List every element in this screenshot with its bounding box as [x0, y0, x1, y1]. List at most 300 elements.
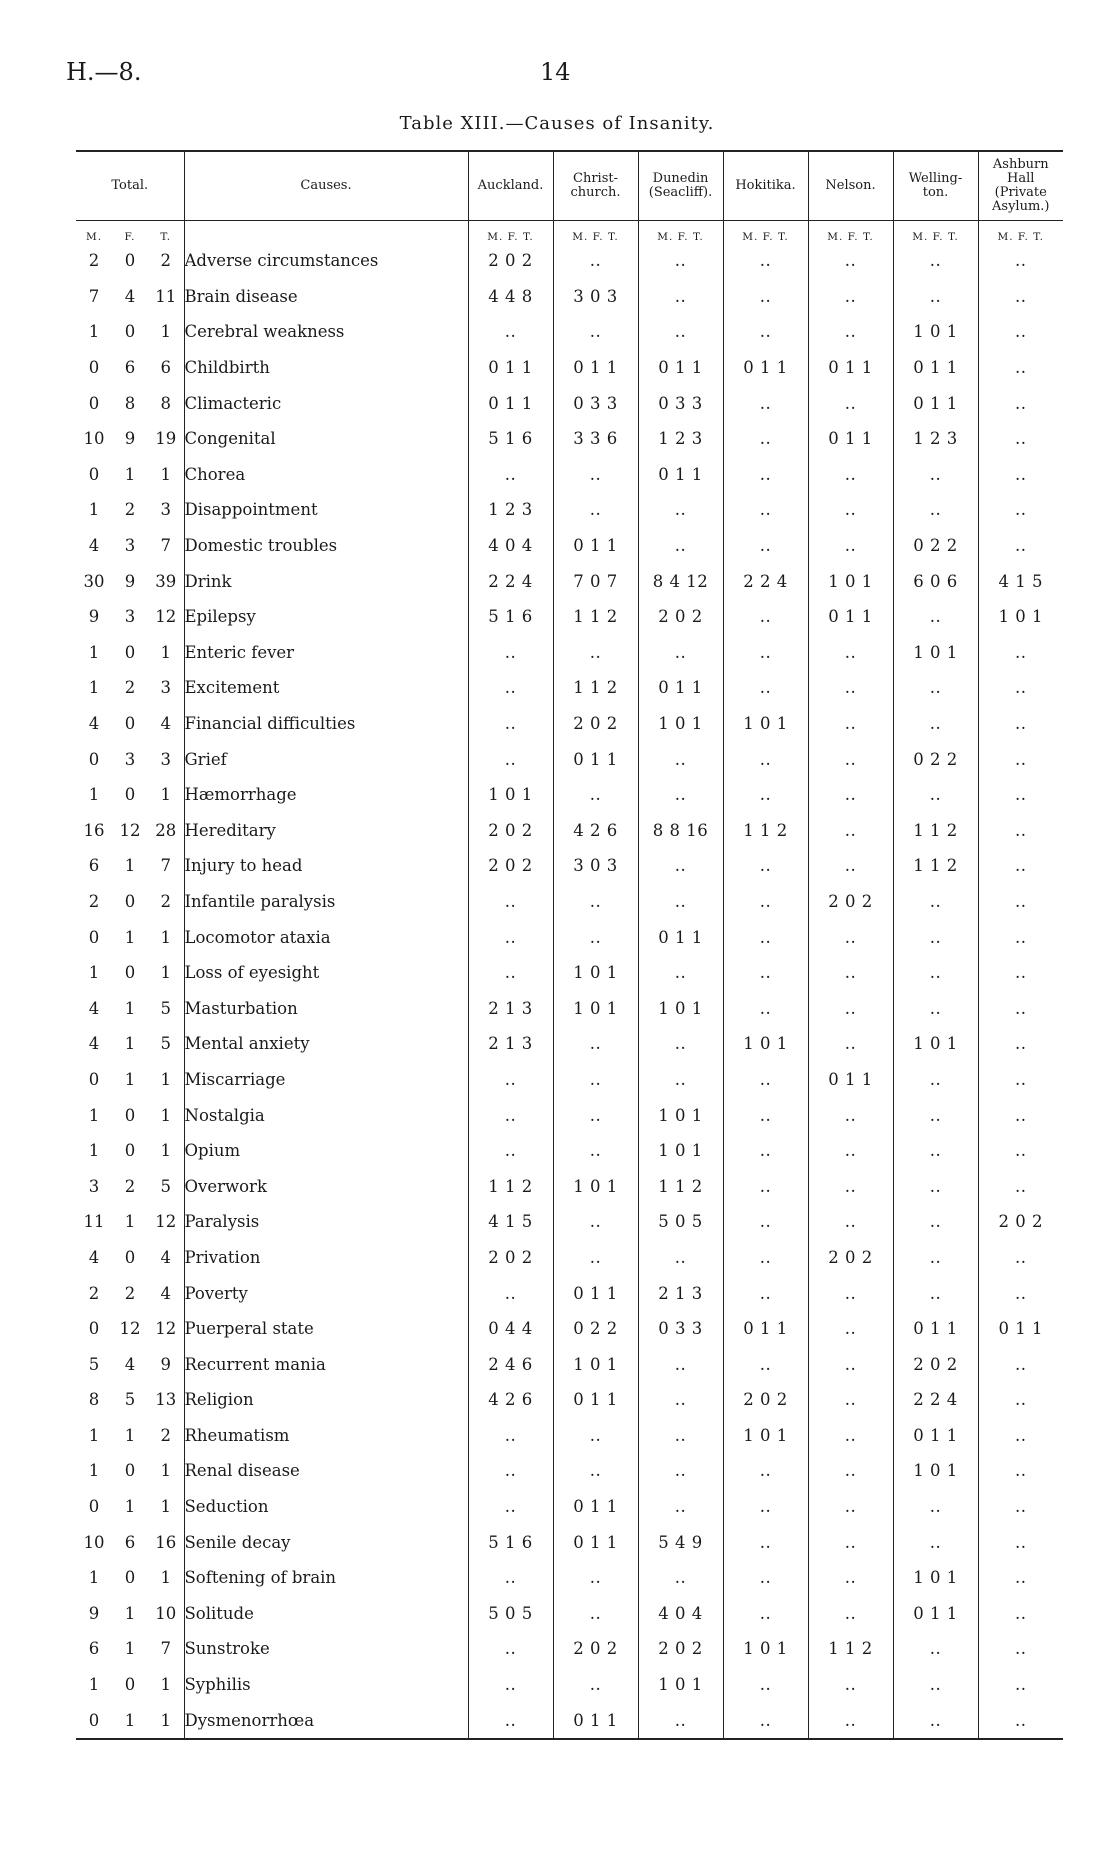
- cell-wellington: ..: [893, 777, 978, 813]
- header-nelson: Nelson.: [808, 151, 893, 221]
- cell-auckland: 2 1 3: [468, 1026, 553, 1062]
- total-f: 0: [124, 1461, 136, 1481]
- cell-dunedin: ..: [638, 1418, 723, 1454]
- cell-dunedin: 1 0 1: [638, 1097, 723, 1133]
- cause-label: Dysmenorrhœa: [184, 1702, 468, 1739]
- table-title: Table XIII.—Causes of Insanity.: [399, 113, 715, 134]
- cell-nelson: ..: [808, 635, 893, 671]
- cell-nelson: 0 1 1: [808, 599, 893, 635]
- cell-nelson: 0 1 1: [808, 421, 893, 457]
- cell-christchurch: ..: [553, 1026, 638, 1062]
- cell-ashburn-hall: ..: [978, 1667, 1063, 1703]
- table-row: [76, 848, 1063, 884]
- cell-auckland: 5 1 6: [468, 1524, 553, 1560]
- table-row: [76, 1667, 1063, 1703]
- cell-christchurch: 3 0 3: [553, 848, 638, 884]
- total-t: 5: [160, 1176, 171, 1196]
- cell-hokitika: ..: [723, 990, 808, 1026]
- cell-dunedin: 0 1 1: [638, 457, 723, 493]
- total-f: 2: [124, 500, 136, 520]
- cell-ashburn-hall: ..: [978, 1240, 1063, 1276]
- cell-christchurch: 3 0 3: [553, 279, 638, 315]
- cell-hokitika: 0 1 1: [723, 350, 808, 386]
- header-christchurch: Christ- church.: [553, 151, 638, 221]
- table-row: [76, 1702, 1063, 1739]
- cell-wellington: 1 2 3: [893, 421, 978, 457]
- total-t: 8: [160, 393, 171, 413]
- cause-label: Brain disease: [184, 279, 468, 315]
- cause-label: Adverse circumstances: [184, 243, 468, 279]
- cell-auckland: ..: [468, 919, 553, 955]
- total-m: 3: [88, 1176, 100, 1196]
- total-m: 1: [88, 785, 100, 805]
- total-f: 6: [124, 1532, 136, 1552]
- table-row: [76, 1026, 1063, 1062]
- cell-christchurch: 0 1 1: [553, 741, 638, 777]
- cell-wellington: 0 1 1: [893, 1311, 978, 1347]
- cell-hokitika: ..: [723, 1702, 808, 1739]
- cell-dunedin: 1 0 1: [638, 1667, 723, 1703]
- units-row: [76, 221, 1063, 244]
- cell-nelson: ..: [808, 279, 893, 315]
- table-row: [76, 1524, 1063, 1560]
- total-t: 1: [160, 1497, 171, 1517]
- total-f: 2: [124, 678, 136, 698]
- cell-ashburn-hall: ..: [978, 635, 1063, 671]
- cell-hokitika: ..: [723, 492, 808, 528]
- cell-wellington: 1 0 1: [893, 1453, 978, 1489]
- cell-ashburn-hall: ..: [978, 706, 1063, 742]
- table-row: [76, 1204, 1063, 1240]
- total-f: 4: [124, 1354, 136, 1374]
- cell-ashburn-hall: ..: [978, 350, 1063, 386]
- cell-hokitika: ..: [723, 279, 808, 315]
- cell-ashburn-hall: ..: [978, 1631, 1063, 1667]
- table-row: [76, 1453, 1063, 1489]
- total-m: 1: [88, 1105, 100, 1125]
- cell-hokitika: ..: [723, 1240, 808, 1276]
- cause-label: Paralysis: [184, 1204, 468, 1240]
- total-t: 12: [155, 1319, 177, 1339]
- cell-hokitika: 2 0 2: [723, 1382, 808, 1418]
- cell-dunedin: ..: [638, 884, 723, 920]
- total-m: 0: [88, 464, 100, 484]
- cell-ashburn-hall: ..: [978, 1596, 1063, 1632]
- cell-nelson: 0 1 1: [808, 1062, 893, 1098]
- cell-dunedin: ..: [638, 528, 723, 564]
- cell-dunedin: 1 1 2: [638, 1168, 723, 1204]
- cell-nelson: ..: [808, 1346, 893, 1382]
- total-t: 1: [160, 322, 171, 342]
- total-t: 1: [160, 963, 171, 983]
- total-f: 3: [124, 749, 136, 769]
- total-m: 4: [88, 998, 100, 1018]
- cell-christchurch: 0 1 1: [553, 1702, 638, 1739]
- table-row: [76, 492, 1063, 528]
- cell-hokitika: ..: [723, 670, 808, 706]
- table-row: [76, 1133, 1063, 1169]
- cell-nelson: ..: [808, 1382, 893, 1418]
- cell-hokitika: ..: [723, 1453, 808, 1489]
- cell-auckland: ..: [468, 670, 553, 706]
- cell-wellington: ..: [893, 670, 978, 706]
- total-m: 1: [88, 500, 100, 520]
- units-auckland: M. F. T.: [468, 221, 553, 244]
- cell-auckland: ..: [468, 955, 553, 991]
- cell-ashburn-hall: 1 0 1: [978, 599, 1063, 635]
- header-ashburn-hall: Ashburn Hall (Private Asylum.): [978, 151, 1063, 221]
- total-m: 4: [88, 1247, 100, 1267]
- header-total: Total.: [76, 151, 184, 221]
- cause-label: Drink: [184, 563, 468, 599]
- total-f: 0: [124, 251, 136, 271]
- cause-label: Hereditary: [184, 813, 468, 849]
- cell-nelson: ..: [808, 314, 893, 350]
- cell-nelson: ..: [808, 813, 893, 849]
- cell-wellington: 1 0 1: [893, 314, 978, 350]
- total-m: 7: [88, 286, 100, 306]
- cell-dunedin: 2 1 3: [638, 1275, 723, 1311]
- table-row: [76, 670, 1063, 706]
- cell-christchurch: 1 0 1: [553, 955, 638, 991]
- cell-wellington: ..: [893, 1631, 978, 1667]
- table-row: [76, 350, 1063, 386]
- total-m: 6: [88, 1639, 100, 1659]
- cell-wellington: 6 0 6: [893, 563, 978, 599]
- cell-auckland: ..: [468, 635, 553, 671]
- total-f: 0: [124, 1105, 136, 1125]
- cell-dunedin: 8 8 16: [638, 813, 723, 849]
- cell-ashburn-hall: ..: [978, 1453, 1063, 1489]
- total-m: 0: [88, 1497, 100, 1517]
- cell-nelson: ..: [808, 741, 893, 777]
- total-m: 6: [88, 856, 100, 876]
- header-auckland: Auckland.: [468, 151, 553, 221]
- total-t: 16: [155, 1532, 177, 1552]
- total-m: 9: [88, 607, 100, 627]
- cell-christchurch: ..: [553, 243, 638, 279]
- total-m: 10: [83, 1532, 105, 1552]
- cell-auckland: ..: [468, 1453, 553, 1489]
- total-m: 0: [88, 1319, 100, 1339]
- cell-ashburn-hall: ..: [978, 243, 1063, 279]
- units-wellington: M. F. T.: [893, 221, 978, 244]
- cell-wellington: 1 0 1: [893, 1560, 978, 1596]
- cell-ashburn-hall: ..: [978, 1382, 1063, 1418]
- total-f: 3: [124, 607, 136, 627]
- total-t: 1: [160, 1675, 171, 1695]
- cause-label: Nostalgia: [184, 1097, 468, 1133]
- cell-christchurch: 2 0 2: [553, 1631, 638, 1667]
- table-row: [76, 243, 1063, 279]
- total-m: 1: [88, 1568, 100, 1588]
- total-m: 2: [88, 1283, 100, 1303]
- cell-auckland: 1 1 2: [468, 1168, 553, 1204]
- cell-ashburn-hall: ..: [978, 670, 1063, 706]
- cell-wellington: ..: [893, 1062, 978, 1098]
- cell-wellington: ..: [893, 919, 978, 955]
- units-nelson: M. F. T.: [808, 221, 893, 244]
- total-t: 4: [160, 1247, 171, 1267]
- cause-label: Financial difficulties: [184, 706, 468, 742]
- cell-dunedin: ..: [638, 243, 723, 279]
- total-t: 1: [160, 642, 171, 662]
- units-hokitika: M. F. T.: [723, 221, 808, 244]
- cell-nelson: ..: [808, 955, 893, 991]
- cause-label: Locomotor ataxia: [184, 919, 468, 955]
- cell-dunedin: 4 0 4: [638, 1596, 723, 1632]
- cell-nelson: ..: [808, 706, 893, 742]
- total-f: 0: [124, 891, 136, 911]
- cell-nelson: 0 1 1: [808, 350, 893, 386]
- cause-label: Opium: [184, 1133, 468, 1169]
- total-m: 9: [88, 1603, 100, 1623]
- cause-label: Infantile paralysis: [184, 884, 468, 920]
- cell-christchurch: ..: [553, 777, 638, 813]
- total-f: 1: [124, 464, 136, 484]
- total-t: 11: [155, 286, 177, 306]
- total-m: 0: [88, 393, 100, 413]
- cell-ashburn-hall: ..: [978, 990, 1063, 1026]
- cell-ashburn-hall: ..: [978, 1524, 1063, 1560]
- cell-dunedin: ..: [638, 1382, 723, 1418]
- cell-auckland: 2 0 2: [468, 813, 553, 849]
- table-row: [76, 1418, 1063, 1454]
- table-row: [76, 1275, 1063, 1311]
- cell-ashburn-hall: 4 1 5: [978, 563, 1063, 599]
- table-row: [76, 1596, 1063, 1632]
- cell-ashburn-hall: ..: [978, 1275, 1063, 1311]
- cell-nelson: ..: [808, 1596, 893, 1632]
- total-f: 0: [124, 1247, 136, 1267]
- cell-wellington: ..: [893, 1667, 978, 1703]
- cell-christchurch: 2 0 2: [553, 706, 638, 742]
- cell-auckland: 2 4 6: [468, 1346, 553, 1382]
- cell-hokitika: ..: [723, 421, 808, 457]
- total-t: 9: [160, 1354, 171, 1374]
- cause-label: Injury to head: [184, 848, 468, 884]
- cause-label: Hæmorrhage: [184, 777, 468, 813]
- cell-hokitika: ..: [723, 1489, 808, 1525]
- cause-label: Puerperal state: [184, 1311, 468, 1347]
- table-row: [76, 421, 1063, 457]
- total-t: 3: [160, 500, 171, 520]
- total-t: 12: [155, 1212, 177, 1232]
- total-t: 6: [160, 358, 171, 378]
- total-m: 4: [88, 714, 100, 734]
- total-t: 2: [160, 1425, 171, 1445]
- cell-hokitika: ..: [723, 243, 808, 279]
- cause-label: Poverty: [184, 1275, 468, 1311]
- cell-wellington: 2 0 2: [893, 1346, 978, 1382]
- total-t: 4: [160, 1283, 171, 1303]
- cell-nelson: 1 0 1: [808, 563, 893, 599]
- total-t: 1: [160, 785, 171, 805]
- cell-hokitika: ..: [723, 848, 808, 884]
- cell-hokitika: 1 0 1: [723, 706, 808, 742]
- table-row: [76, 1631, 1063, 1667]
- total-f: 0: [124, 1141, 136, 1161]
- total-f: 1: [124, 1069, 136, 1089]
- cell-wellington: ..: [893, 1275, 978, 1311]
- cell-christchurch: ..: [553, 1560, 638, 1596]
- unit-f: F.: [124, 231, 136, 243]
- cell-auckland: 2 0 2: [468, 1240, 553, 1276]
- total-f: 1: [124, 927, 136, 947]
- cause-label: Enteric fever: [184, 635, 468, 671]
- cause-label: Domestic troubles: [184, 528, 468, 564]
- cell-christchurch: 0 1 1: [553, 1524, 638, 1560]
- header-causes: Causes.: [184, 151, 468, 221]
- cell-hokitika: ..: [723, 385, 808, 421]
- cell-nelson: ..: [808, 1026, 893, 1062]
- table-row: [76, 314, 1063, 350]
- table-row: [76, 457, 1063, 493]
- cell-dunedin: ..: [638, 955, 723, 991]
- cell-nelson: ..: [808, 1489, 893, 1525]
- cell-hokitika: ..: [723, 314, 808, 350]
- cell-auckland: ..: [468, 1702, 553, 1739]
- total-m: 2: [88, 251, 100, 271]
- cause-label: Excitement: [184, 670, 468, 706]
- cell-ashburn-hall: ..: [978, 492, 1063, 528]
- cell-nelson: ..: [808, 528, 893, 564]
- cell-hokitika: ..: [723, 457, 808, 493]
- cell-ashburn-hall: ..: [978, 1168, 1063, 1204]
- cell-auckland: 1 0 1: [468, 777, 553, 813]
- cell-hokitika: 1 0 1: [723, 1631, 808, 1667]
- table-row: [76, 813, 1063, 849]
- cell-nelson: ..: [808, 1560, 893, 1596]
- cell-hokitika: ..: [723, 1524, 808, 1560]
- cell-auckland: 5 1 6: [468, 421, 553, 457]
- cell-auckland: 2 0 2: [468, 848, 553, 884]
- total-m: 2: [88, 891, 100, 911]
- total-t: 13: [155, 1390, 177, 1410]
- cause-label: Recurrent mania: [184, 1346, 468, 1382]
- cell-auckland: ..: [468, 1097, 553, 1133]
- cell-ashburn-hall: ..: [978, 1489, 1063, 1525]
- total-f: 5: [124, 1390, 136, 1410]
- total-f: 1: [124, 856, 136, 876]
- cell-hokitika: ..: [723, 1133, 808, 1169]
- cell-wellington: ..: [893, 599, 978, 635]
- total-f: 1: [124, 998, 136, 1018]
- cell-nelson: ..: [808, 1275, 893, 1311]
- cell-nelson: ..: [808, 670, 893, 706]
- total-f: 0: [124, 1675, 136, 1695]
- cell-auckland: ..: [468, 1560, 553, 1596]
- cell-nelson: 1 1 2: [808, 1631, 893, 1667]
- total-f: 1: [124, 1639, 136, 1659]
- cell-dunedin: 5 0 5: [638, 1204, 723, 1240]
- total-t: 12: [155, 607, 177, 627]
- cell-christchurch: 3 3 6: [553, 421, 638, 457]
- cell-hokitika: 1 1 2: [723, 813, 808, 849]
- cell-ashburn-hall: ..: [978, 848, 1063, 884]
- cell-ashburn-hall: ..: [978, 741, 1063, 777]
- cell-ashburn-hall: ..: [978, 955, 1063, 991]
- cell-hokitika: ..: [723, 1560, 808, 1596]
- cell-nelson: ..: [808, 1168, 893, 1204]
- total-t: 1: [160, 1568, 171, 1588]
- cell-ashburn-hall: ..: [978, 1133, 1063, 1169]
- cell-wellington: 0 1 1: [893, 1418, 978, 1454]
- cell-wellington: ..: [893, 706, 978, 742]
- cause-label: Rheumatism: [184, 1418, 468, 1454]
- cell-ashburn-hall: ..: [978, 1702, 1063, 1739]
- cell-hokitika: 2 2 4: [723, 563, 808, 599]
- table-row: [76, 1346, 1063, 1382]
- cause-label: Seduction: [184, 1489, 468, 1525]
- total-m: 1: [88, 1141, 100, 1161]
- cell-dunedin: ..: [638, 492, 723, 528]
- total-t: 1: [160, 1141, 171, 1161]
- cell-dunedin: ..: [638, 1702, 723, 1739]
- cell-nelson: 2 0 2: [808, 1240, 893, 1276]
- cell-christchurch: 7 0 7: [553, 563, 638, 599]
- causes-of-insanity-table: [76, 150, 1063, 1740]
- total-f: 0: [124, 963, 136, 983]
- table-row: [76, 1168, 1063, 1204]
- cell-hokitika: ..: [723, 599, 808, 635]
- cause-label: Senile decay: [184, 1524, 468, 1560]
- cause-label: Miscarriage: [184, 1062, 468, 1098]
- cell-dunedin: 0 3 3: [638, 385, 723, 421]
- cell-nelson: ..: [808, 1702, 893, 1739]
- table-row: [76, 1560, 1063, 1596]
- cell-auckland: 4 1 5: [468, 1204, 553, 1240]
- cell-hokitika: ..: [723, 635, 808, 671]
- table-row: [76, 1097, 1063, 1133]
- total-f: 3: [124, 536, 136, 556]
- cell-dunedin: 5 4 9: [638, 1524, 723, 1560]
- cell-dunedin: ..: [638, 1346, 723, 1382]
- cell-ashburn-hall: 2 0 2: [978, 1204, 1063, 1240]
- table-row: [76, 919, 1063, 955]
- total-f: 4: [124, 286, 136, 306]
- cell-auckland: 2 0 2: [468, 243, 553, 279]
- total-t: 10: [155, 1603, 177, 1623]
- total-t: 39: [155, 571, 177, 591]
- total-m: 11: [83, 1212, 105, 1232]
- total-m: 5: [88, 1354, 100, 1374]
- cell-christchurch: 4 2 6: [553, 813, 638, 849]
- cell-hokitika: ..: [723, 741, 808, 777]
- total-f: 0: [124, 1568, 136, 1588]
- cell-christchurch: ..: [553, 1453, 638, 1489]
- page-number: 14: [540, 58, 571, 86]
- total-t: 7: [160, 536, 171, 556]
- cell-christchurch: 1 0 1: [553, 1168, 638, 1204]
- table-row: [76, 741, 1063, 777]
- total-t: 19: [155, 429, 177, 449]
- cell-christchurch: ..: [553, 1667, 638, 1703]
- cell-christchurch: ..: [553, 1062, 638, 1098]
- total-m: 0: [88, 1069, 100, 1089]
- cause-label: Mental anxiety: [184, 1026, 468, 1062]
- table-row: [76, 385, 1063, 421]
- cell-hokitika: ..: [723, 919, 808, 955]
- cell-hokitika: ..: [723, 955, 808, 991]
- cell-ashburn-hall: ..: [978, 1062, 1063, 1098]
- cell-auckland: ..: [468, 1631, 553, 1667]
- cell-ashburn-hall: ..: [978, 777, 1063, 813]
- cell-wellington: ..: [893, 457, 978, 493]
- cell-christchurch: 1 1 2: [553, 670, 638, 706]
- cell-wellington: 0 2 2: [893, 528, 978, 564]
- cell-nelson: 2 0 2: [808, 884, 893, 920]
